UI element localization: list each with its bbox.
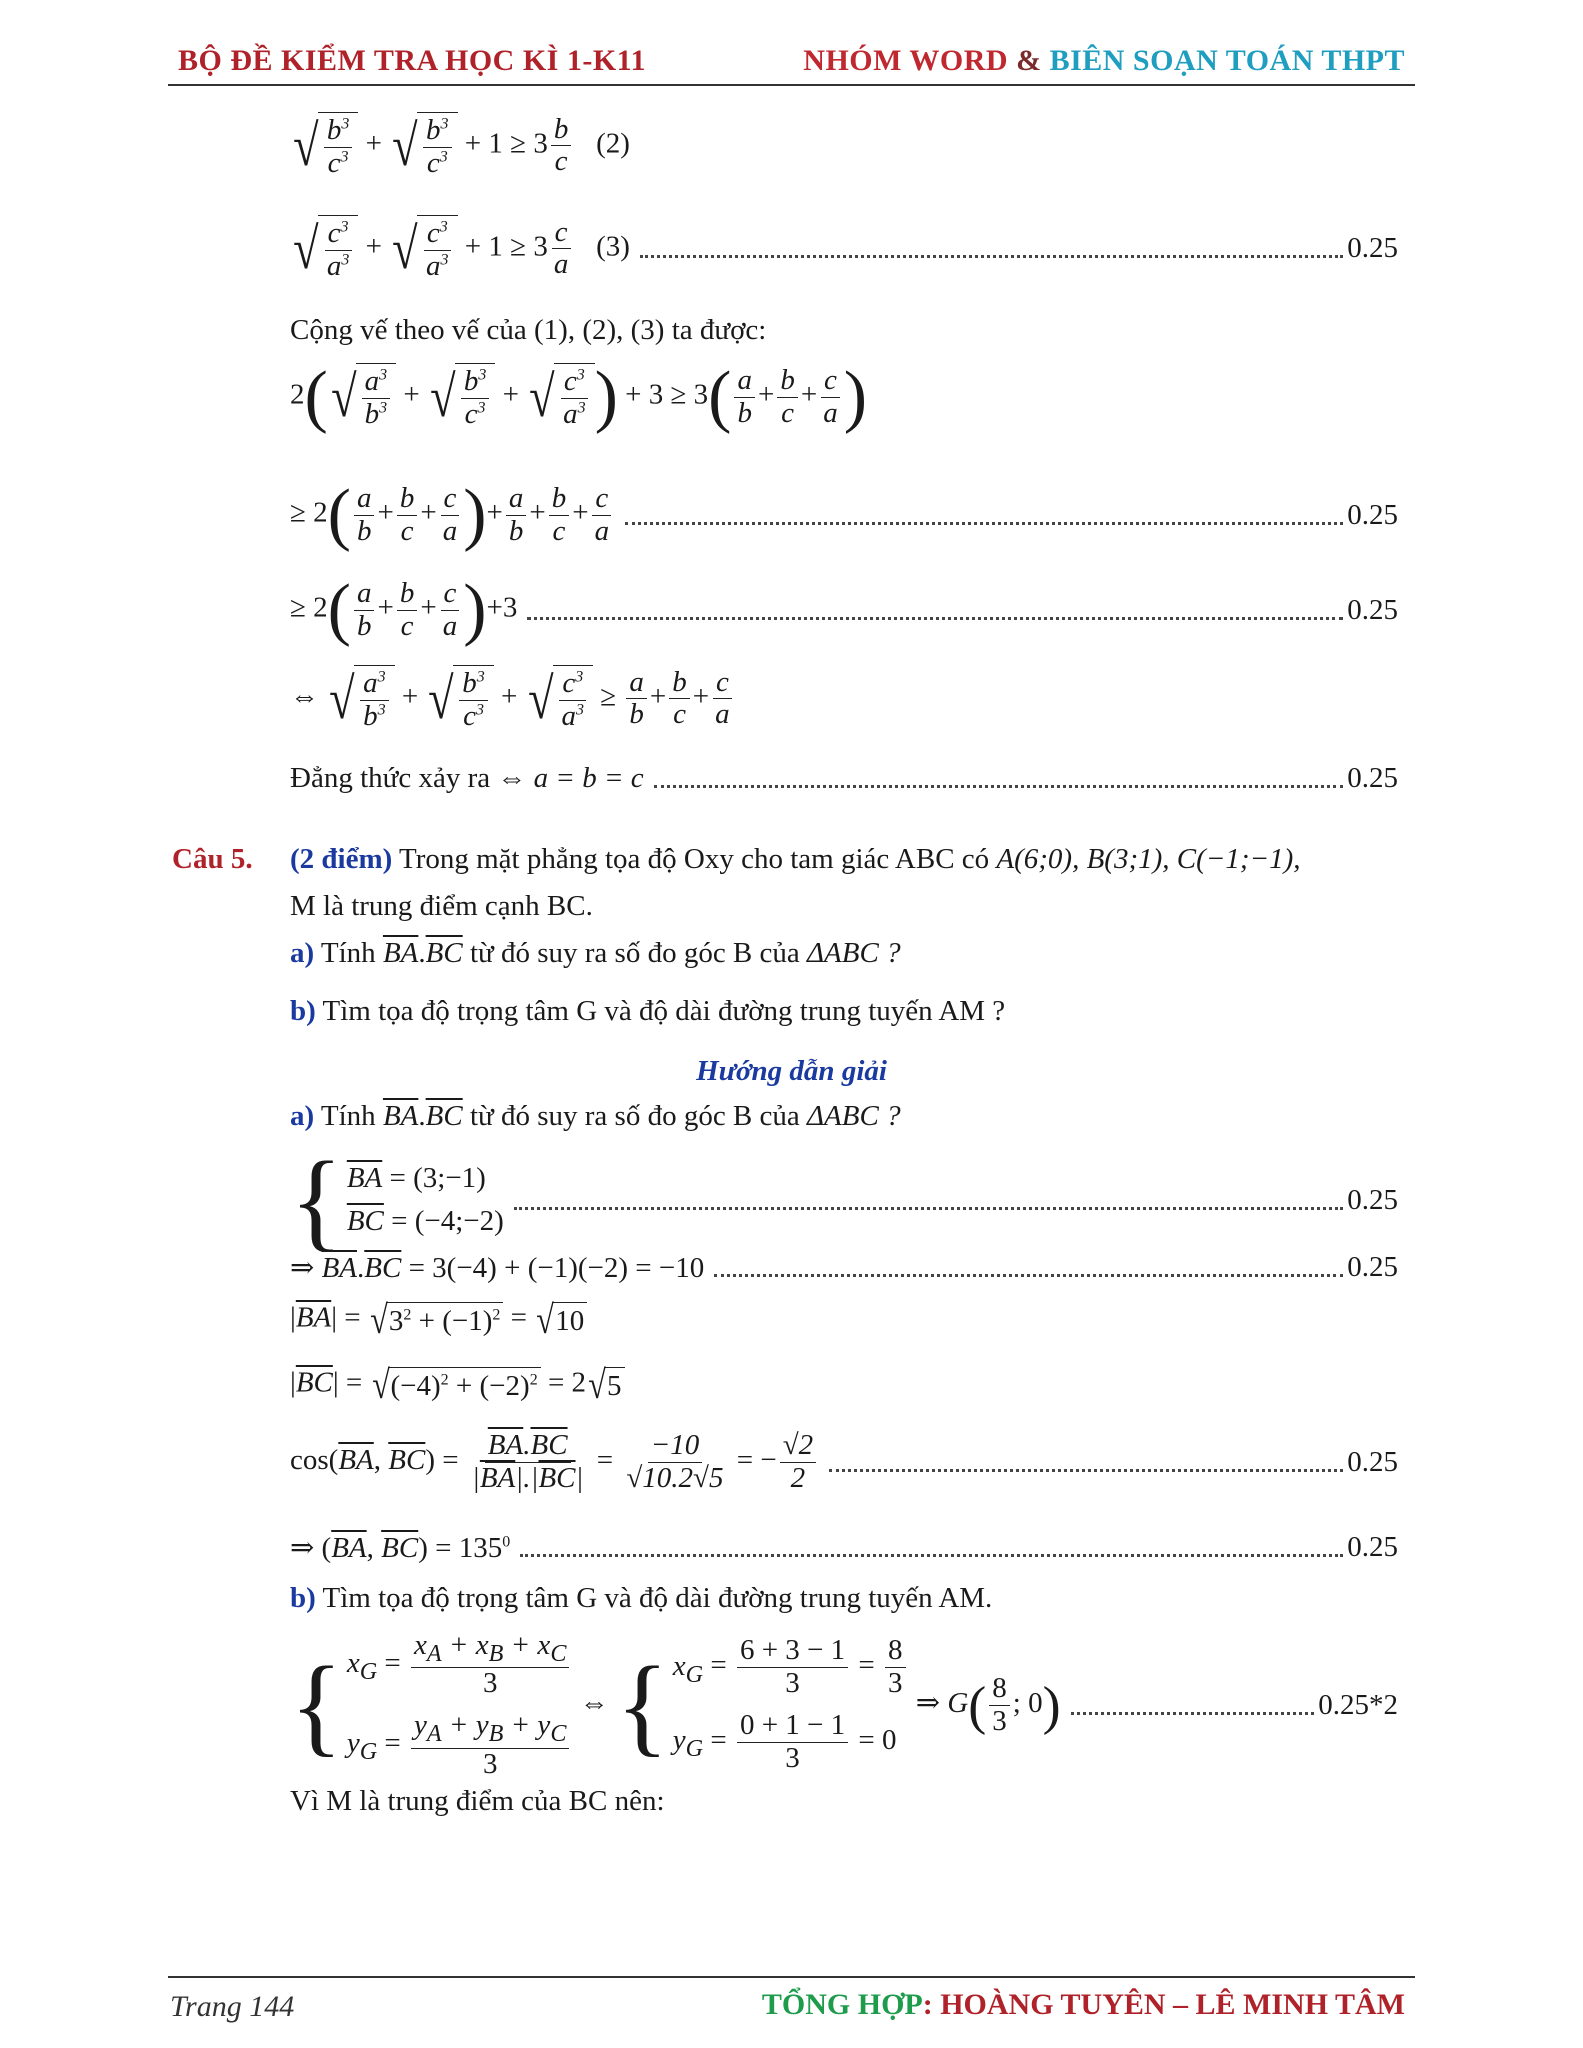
footer-right-b: : HOÀNG TUYÊN – LÊ MINH TÂM <box>922 1988 1405 2021</box>
sum-inequality: 2( √ $\frac{a^3}{b^3}$ + √ $\frac{b^3}{c^3}$ + √ $\frac{c^3}{a^3}$ ) + 3 ≥ 3( $\frac{a}{b}$ + $\frac{b}{c}$ + $\frac{c}{a}$ ) <box>290 358 867 435</box>
score: 0.25 <box>1347 1445 1398 1478</box>
footer-right-a: TỔNG HỢP <box>761 1988 923 2021</box>
score: 0.25 <box>1347 1251 1398 1283</box>
page-number: Trang 144 <box>170 1990 295 2023</box>
footer-authors <box>762 1988 1405 2022</box>
question-stem <box>290 843 1398 876</box>
header-right-amp: & <box>1016 44 1042 77</box>
header-left-title: BỘ ĐỀ KIỂM TRA HỌC KÌ 1-K11 <box>178 44 647 77</box>
cosine: $\cos(\overline{BA}$, $\overline{BC}$) = $\frac{\overline{BA}.\overline{BC}}{|\overline{BA}|.|\overline{BC}|}$ = $\frac{-10}{√10.2√5}$ = − $\frac{√2}{2}$ 0.25 <box>290 1429 1398 1494</box>
question-points: (2 điểm) <box>290 843 393 875</box>
norm-bc: $|\overline{BC}|$ = √ $(-4)^2 + (-2)^2$ = 2 √ 5 <box>290 1365 1398 1405</box>
dot-leader <box>654 785 1344 788</box>
score: 0.25 <box>1347 593 1398 626</box>
header-right-b: BIÊN SOẠN TOÁN THPT <box>1049 44 1405 77</box>
equality-math: ⇔ a = b = c <box>497 762 644 794</box>
norm-ba: $|\overline{BA}|$ = √ $3^2 + (-1)^2$ = √ 10 <box>290 1300 1398 1340</box>
part-b-label: b) <box>290 995 316 1027</box>
sol-b-label: b) <box>290 1582 316 1614</box>
part-a-label: a) <box>290 937 315 969</box>
vectors-system: { $\overline{BA}$ = (3;−1) $\overline{BC}$ = (−4;−2) 0.25 <box>290 1139 1398 1261</box>
stem-line2: M là trung điểm cạnh BC. <box>290 890 593 922</box>
question-label: Câu 5. <box>172 843 253 875</box>
page-footer <box>168 1976 1415 2028</box>
dot-leader <box>829 1469 1343 1472</box>
sol-b-text: Tìm tọa độ trọng tâm G và độ dài đường trung tuyến AM. <box>322 1582 993 1614</box>
score: 0.25 <box>1347 762 1398 794</box>
part-a-text2: từ đó suy ra số đo góc B của <box>469 937 800 969</box>
inequality-3: √ $\frac{c^3}{a^3}$ + √ $\frac{c^3}{a^3}$ + 1 ≥ 3 $\frac{c}{a}$ (3) 0.25 <box>293 215 1398 282</box>
sol-a-text2: từ đó suy ra số đo góc B của <box>469 1100 800 1132</box>
eq3-tag: (3) <box>596 230 630 263</box>
page-header <box>168 40 1415 86</box>
eq2-tag: (2) <box>596 127 630 160</box>
step-2: ≥ 2( $\frac{a}{b}$ + $\frac{b}{c}$ + $\frac{c}{a}$ )+3 0.25 <box>290 571 1398 648</box>
sol-b-title <box>290 1582 1398 1615</box>
centroid: { $x_G$ = $\frac{x_A + x_B + x_C}{3}$ $y_G$ = $\frac{y_A + y_B + y_C}{3}$ ⇔ { $x_G$ = $\frac{6 + 3 - 1}{3}$ = $\frac{8}{3}$ $y_G$ = $\frac{0 + 1 - 1}{3}$ = 0 ⇒ G( $\frac{8}{3}$ ; 0) 0.25*2 <box>290 1629 1398 1780</box>
part-a-triangle: ΔABC ? <box>807 937 901 969</box>
sum-text: Cộng vế theo vế của (1), (2), (3) ta được: <box>290 314 767 346</box>
dot-leader <box>520 1554 1343 1557</box>
guide-heading: Hướng dẫn giải <box>696 1055 887 1087</box>
sol-a-text1: Tính <box>320 1100 376 1132</box>
dot-leader <box>625 522 1343 525</box>
part-b <box>290 995 1398 1028</box>
score: 0.25 <box>1347 232 1398 265</box>
dot-product: ⇒ $\overline{BA}.\overline{BC} = 3(-4) + (-1)(-2) = -10$ 0.25 <box>290 1251 1398 1284</box>
sol-a-label: a) <box>290 1100 315 1132</box>
angle: ⇒ ($\overline{BA}$, $\overline{BC}) = 135^0$ 0.25 <box>290 1531 1398 1564</box>
score-double: 0.25*2 <box>1318 1688 1398 1721</box>
dot-leader <box>514 1207 1343 1210</box>
sol-a-triangle: ΔABC ? <box>807 1100 901 1132</box>
dot-leader <box>527 617 1343 620</box>
header-right-a: NHÓM WORD <box>803 44 1009 77</box>
part-b-text: Tìm tọa độ trọng tâm G và độ dài đường trung tuyến AM ? <box>322 995 1006 1027</box>
sol-a-title: a) Tính $\overline{BA}.\overline{BC}$ từ đó suy ra số đo góc B của ΔABC ? <box>290 1100 901 1132</box>
stem-points: A(6;0), B(3;1), C(−1;−1), <box>996 843 1301 875</box>
dot-leader <box>1071 1712 1315 1715</box>
score: 0.25 <box>1347 1183 1398 1216</box>
equality-text: Đẳng thức xảy ra <box>290 762 491 794</box>
score: 0.25 <box>1347 498 1398 531</box>
equality-line <box>290 762 1398 795</box>
step-1: ≥ 2( $\frac{a}{b}$ + $\frac{b}{c}$ + $\frac{c}{a}$ )+ $\frac{a}{b}$ + $\frac{b}{c}$ + $\frac{c}{a}$ 0.25 <box>290 476 1398 553</box>
score: 0.25 <box>1347 1531 1398 1563</box>
part-a: a) Tính $\overline{BA}.\overline{BC}$ từ đó suy ra số đo góc B của ΔABC ? <box>290 937 901 969</box>
header-right-title <box>803 44 1405 78</box>
step-3: ⇔ √ $\frac{a^3}{b^3}$ + √ $\frac{b^3}{c^3}$ + √ $\frac{c^3}{a^3}$ ≥ $\frac{a}{b}$ + $\frac{b}{c}$ + $\frac{c}{a}$ <box>290 665 1398 733</box>
stem-text: Trong mặt phẳng tọa độ Oxy cho tam giác ABC có <box>399 843 990 875</box>
last-line: Vì M là trung điểm của BC nên: <box>290 1785 665 1817</box>
part-a-text1: Tính <box>320 937 376 969</box>
dot-leader <box>640 255 1343 258</box>
inequality-2: √ $\frac{b^3}{c^3}$ + √ $\frac{b^3}{c^3}$ + 1 ≥ 3 $\frac{b}{c}$ (2) <box>293 112 630 179</box>
dot-leader <box>714 1274 1343 1277</box>
